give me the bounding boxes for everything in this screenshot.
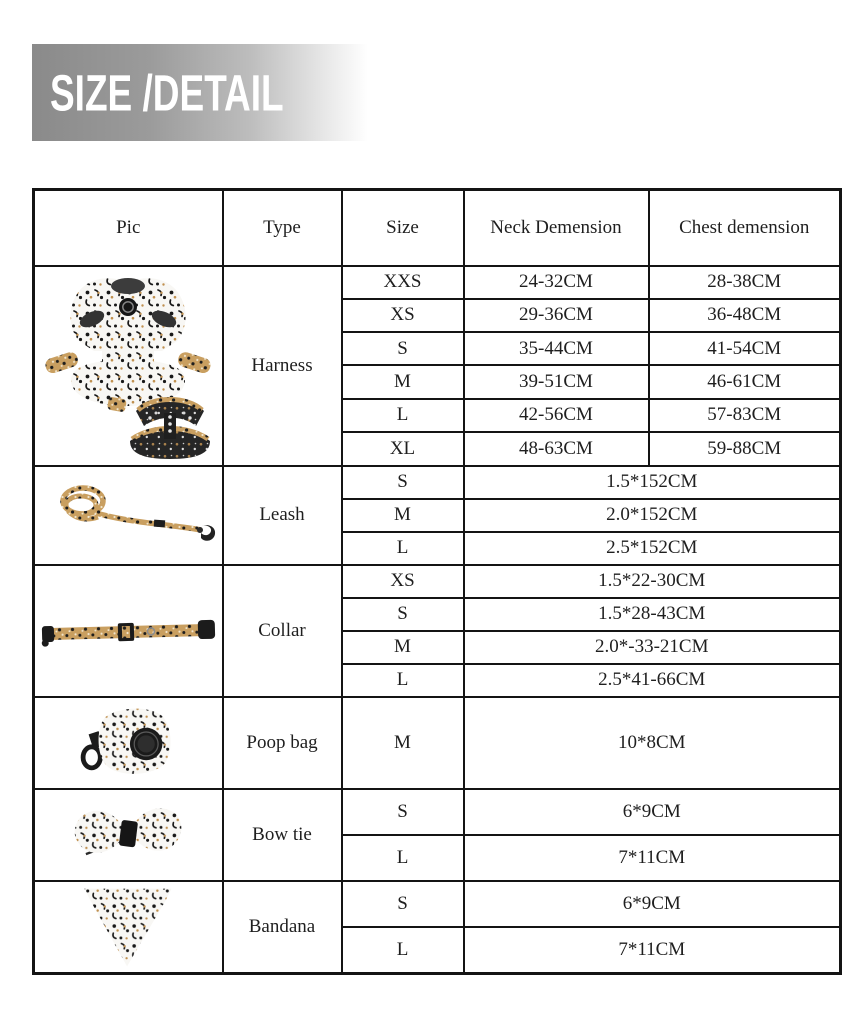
size-value: L [342,399,464,432]
size-value: M [342,365,464,398]
table-header-row [34,190,841,266]
leash-pic-cell [34,466,223,565]
neck-value: 35-44CM [464,332,649,365]
dimension-value: 1.5*28-43CM [464,598,841,631]
dimension-value: 7*11CM [464,835,841,881]
size-value: S [342,598,464,631]
poop-bag-leopard-photo [68,700,188,786]
type-label: Leash [223,466,342,565]
size-value: S [342,881,464,927]
bow-tie-leopard-photo [70,791,186,879]
dimension-value: 2.0*152CM [464,499,841,532]
size-value: L [342,927,464,973]
header-type: Type [223,190,342,266]
header-pic: Pic [34,190,223,266]
neck-value: 29-36CM [464,299,649,332]
dimension-value: 2.5*41-66CM [464,664,841,697]
chest-value: 57-83CM [649,399,841,432]
poop-bag-pic-cell [34,697,223,789]
harness-leopard-photo [42,267,214,465]
header-neck-dimension: Neck Demension [464,190,649,266]
bandana-leopard-photo [69,882,187,972]
leash-leopard-photo [38,475,218,555]
header-chest-dimension: Chest demension [649,190,841,266]
dimension-value: 6*9CM [464,789,841,835]
title-banner [32,44,368,141]
type-label: Bandana [223,881,342,974]
size-value: M [342,697,464,789]
size-value: L [342,664,464,697]
dimension-value: 2.5*152CM [464,532,841,565]
chest-value: 46-61CM [649,365,841,398]
type-label: Bow tie [223,789,342,881]
neck-value: 48-63CM [464,432,649,465]
chest-value: 41-54CM [649,332,841,365]
size-value: S [342,466,464,499]
size-value: XL [342,432,464,465]
table-row [34,466,841,499]
dimension-value: 10*8CM [464,697,841,789]
bandana-pic-cell [34,881,223,974]
table-row [34,789,841,835]
harness-pic-cell [34,266,223,466]
neck-value: 42-56CM [464,399,649,432]
dimension-value: 7*11CM [464,927,841,973]
size-value: S [342,789,464,835]
dimension-value: 6*9CM [464,881,841,927]
dimension-value: 2.0*-33-21CM [464,631,841,664]
chest-value: 59-88CM [649,432,841,465]
table-row [34,266,841,299]
type-label: Harness [223,266,342,466]
table-row [34,565,841,598]
table-row [34,697,841,789]
size-detail-table [32,188,842,975]
bow-tie-pic-cell [34,789,223,881]
collar-leopard-photo [38,601,218,661]
neck-value: 24-32CM [464,266,649,299]
chest-value: 28-38CM [649,266,841,299]
header-size: Size [342,190,464,266]
table-row [34,881,841,927]
size-value: M [342,631,464,664]
size-value: M [342,499,464,532]
size-value: XS [342,565,464,598]
type-label: Poop bag [223,697,342,789]
chest-value: 36-48CM [649,299,841,332]
size-value: XXS [342,266,464,299]
size-value: S [342,332,464,365]
size-value: L [342,532,464,565]
type-label: Collar [223,565,342,697]
neck-value: 39-51CM [464,365,649,398]
page-title: SIZE /DETAIL [50,63,284,122]
dimension-value: 1.5*152CM [464,466,841,499]
collar-pic-cell [34,565,223,697]
size-value: XS [342,299,464,332]
dimension-value: 1.5*22-30CM [464,565,841,598]
size-value: L [342,835,464,881]
